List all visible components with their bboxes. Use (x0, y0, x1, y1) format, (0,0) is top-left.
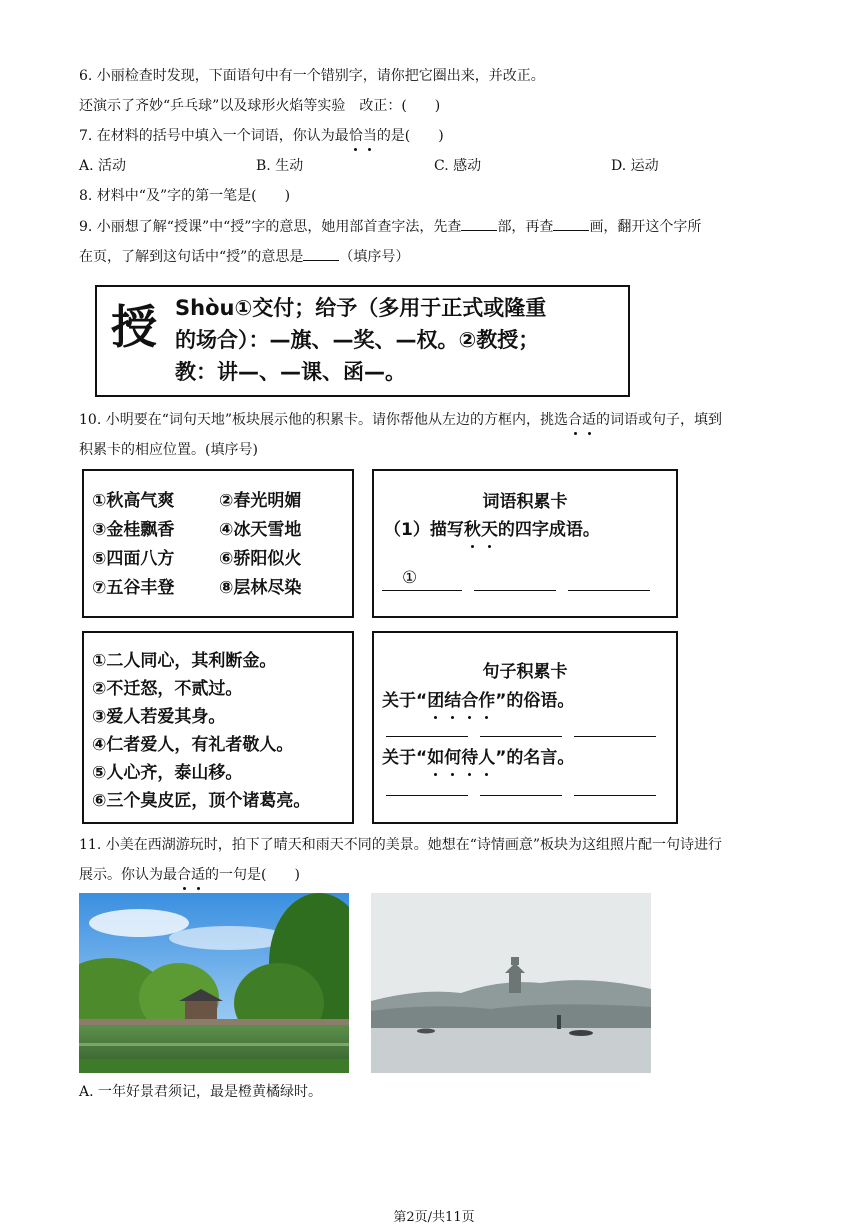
word-option: ①秋高气爽 (92, 491, 175, 511)
emphasized-char: 当 (362, 128, 377, 144)
sentence-option: ①二人同心，其利断金。 (92, 651, 277, 671)
q7-option-b: B. 生动 (256, 158, 304, 174)
dictionary-line-1: Shòu①交付；给予（多用于正式或隆重 (175, 296, 547, 320)
sentence-list-box (82, 631, 354, 824)
sentence-blank-5[interactable] (480, 795, 562, 796)
q6-prompt: 6. 小丽检查时发现，下面语句中有一个错别字，请你把它圈出来，并改正。 (79, 68, 545, 84)
word-option: ⑦五谷丰登 (92, 578, 175, 598)
q10-emphasis (568, 412, 596, 428)
word-option: ⑥骄阳似火 (219, 549, 302, 569)
emphasized-char: 适 (582, 412, 597, 428)
q9-prompt: 9. 小丽想了解“授课”中“授”字的意思，她用部首查字法，先查 部，再查 画，翻开这个字所 (79, 216, 701, 237)
emphasized-char: 团 (427, 688, 444, 714)
word-card (372, 469, 678, 618)
sentence-option: ⑤人心齐，泰山移。 (92, 763, 243, 783)
emphasized-char: 恰 (348, 128, 363, 144)
rainy-scene-image (371, 893, 651, 1073)
emphasized-char: 合 (461, 688, 478, 714)
q11-prompt: 11. 小美在西湖游玩时，拍下了晴天和雨天不同的美景。她想在“诗情画意”板块为这组照片配一句诗进行 (79, 837, 723, 853)
q7-option-a: A. 活动 (79, 158, 127, 174)
emphasized-char: 待 (461, 745, 478, 771)
q9-prompt-2: 在页，了解到这句话中“授”的意思是 （填序号） (79, 246, 409, 267)
emphasized-char: 适 (191, 867, 205, 883)
page-footer: 第2页/共11页 (393, 1210, 475, 1225)
word-option: ④冰天雪地 (219, 520, 302, 540)
sentence-blank-2[interactable] (480, 736, 562, 737)
word-blank-3[interactable] (568, 590, 650, 591)
emphasized-char: 合 (177, 867, 191, 883)
word-option: ⑧层林尽染 (219, 578, 302, 598)
emphasized-char: 作 (478, 688, 495, 714)
emphasized-char: 结 (444, 688, 461, 714)
word-list-box (82, 469, 354, 618)
sentence-option: ⑥三个臭皮匠，顶个诸葛亮。 (92, 791, 311, 811)
q9-blank-strokes[interactable] (553, 216, 589, 231)
q10-prompt-2: 积累卡的相应位置。(填序号) (79, 442, 258, 458)
q9-blank-meaning[interactable] (303, 246, 339, 261)
emphasized-char: 人 (478, 745, 495, 771)
sentence-option: ④仁者爱人，有礼者敬人。 (92, 735, 294, 755)
sentence-card-row-1: 关于“团结合作”的俗语。 (382, 688, 574, 714)
word-blank-1[interactable] (382, 590, 462, 591)
sentence-blank-3[interactable] (574, 736, 656, 737)
q7-option-d: D. 运动 (611, 158, 659, 174)
dictionary-line-3: 教：讲—、—课、函—。 (175, 360, 406, 384)
dictionary-line-2: 的场合）：—旗、—奖、—权。②教授； (175, 328, 540, 352)
sentence-blank-1[interactable] (386, 736, 468, 737)
word-option: ③金桂飘香 (92, 520, 175, 540)
q11-prompt-2: 展示。你认为最合适的一句是( ) (79, 867, 300, 883)
sentence-blank-4[interactable] (386, 795, 468, 796)
rainy-west-lake-photo (371, 893, 651, 1073)
q6-sentence: 还演示了齐妙“乒乓球”以及球形火焰等实验 改正：( ) (79, 98, 441, 114)
word-card-title: 词语积累卡 (482, 492, 568, 512)
q9-blank-radical[interactable] (461, 216, 497, 231)
q8-prompt: 8. 材料中“及”字的第一笔是( ) (79, 188, 291, 204)
emphasized-char: 如 (427, 745, 444, 771)
q7-prompt: 7. 在材料的括号中填入一个词语，你认为最恰当的是( ) (79, 128, 444, 144)
sentence-option: ③爱人若爱其身。 (92, 707, 226, 727)
sentence-blank-6[interactable] (574, 795, 656, 796)
q7-option-c: C. 感动 (434, 158, 482, 174)
emphasized-char: 合 (568, 412, 583, 428)
word-card-item: （1）描写秋天的四字成语。 (384, 517, 600, 543)
q11-option-a: A. 一年好景君须记，最是橙黄橘绿时。 (79, 1084, 323, 1100)
emphasized-char: 何 (444, 745, 461, 771)
word-option: ②春光明媚 (219, 491, 302, 511)
word-blank-2[interactable] (474, 590, 556, 591)
q10-prompt: 10. 小明要在“词句天地”板块展示他的积累卡。请你帮他从左边的方框内，挑选合适的词语或句子，填到 (79, 412, 723, 428)
sunny-scene-image (79, 893, 349, 1073)
dictionary-char: 授 (111, 300, 157, 354)
dictionary-entry (95, 285, 630, 397)
word-option: ⑤四面八方 (92, 549, 175, 569)
sentence-option: ②不迁怒，不贰过。 (92, 679, 243, 699)
emphasized-char: 天 (481, 517, 498, 543)
word-card-example: ① (402, 568, 418, 588)
sentence-card-title: 句子积累卡 (482, 662, 568, 682)
sunny-west-lake-photo (79, 893, 349, 1073)
q7-emphasis (349, 128, 377, 144)
sentence-card-row-2: 关于“如何待人”的名言。 (382, 745, 574, 771)
emphasized-char: 秋 (464, 517, 481, 543)
sentence-card (372, 631, 678, 824)
